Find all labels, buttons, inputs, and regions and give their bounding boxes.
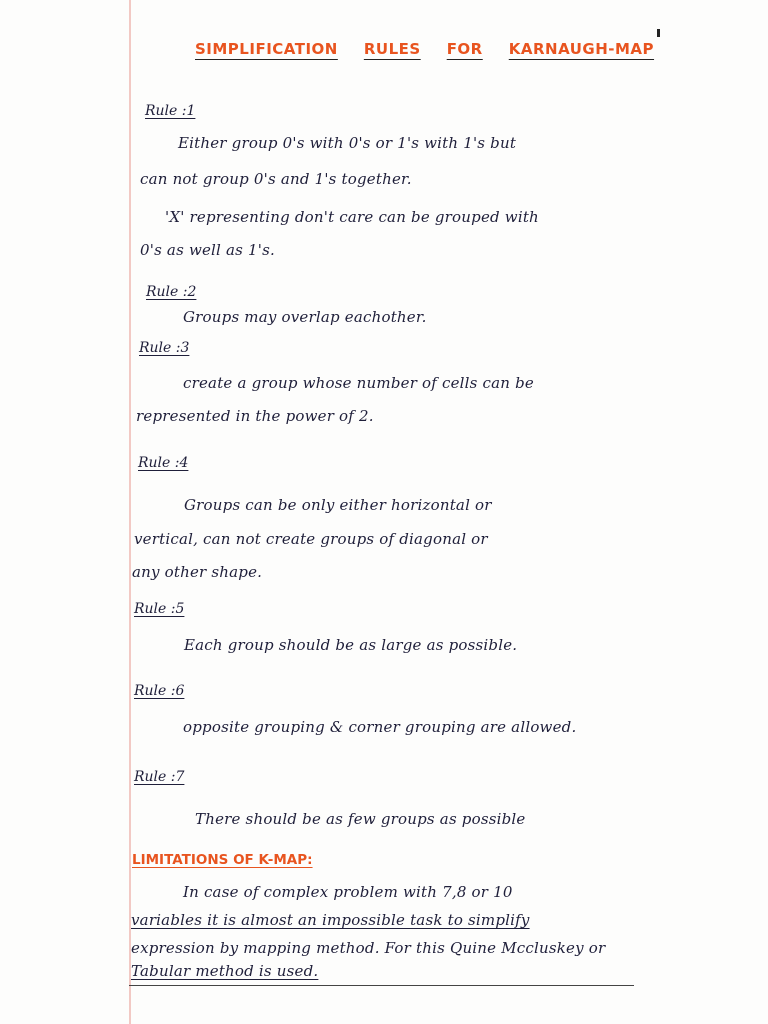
rule-1-line-4: 0's as well as 1's. — [140, 241, 275, 259]
rule-4-line-2: vertical, can not create groups of diagonal or — [134, 530, 488, 548]
title-word-for: FOR — [446, 40, 483, 58]
rule-2-line-1: Groups may overlap eachother. — [183, 308, 427, 326]
rule-2-heading: Rule :2 — [146, 284, 197, 300]
rule-3-heading: Rule :3 — [139, 340, 190, 356]
page-title — [195, 40, 654, 58]
rule-7-heading: Rule :7 — [134, 769, 185, 785]
rule-4-line-3: any other shape. — [132, 563, 263, 581]
limitations-line-4: Tabular method is used. — [131, 962, 319, 980]
rule-1-heading: Rule :1 — [145, 103, 196, 119]
rule-3-line-1: create a group whose number of cells can be — [183, 374, 534, 392]
limitations-line-3: expression by mapping method. For this Quine Mccluskey or — [131, 939, 606, 957]
margin-line — [129, 0, 131, 1024]
rule-4-line-1: Groups can be only either horizontal or — [184, 496, 492, 514]
rule-1-line-1: Either group 0's with 0's or 1's with 1's but — [178, 134, 517, 152]
rule-1-line-3: 'X' representing don't care can be grouped with — [165, 208, 539, 226]
limitations-line-1: In case of complex problem with 7,8 or 10 — [183, 883, 513, 901]
title-word-karnaugh-map: KARNAUGH-MAP — [508, 40, 655, 58]
corner-mark — [657, 29, 660, 37]
limitations-heading: LIMITATIONS OF K-MAP: — [132, 852, 313, 868]
limitations-line-2: variables it is almost an impossible task to simplify — [131, 911, 530, 929]
rule-6-heading: Rule :6 — [134, 683, 185, 699]
rule-5-line-1: Each group should be as large as possible. — [184, 636, 518, 654]
bottom-rule — [129, 985, 634, 986]
title-word-rules: RULES — [363, 40, 421, 58]
rule-3-line-2: represented in the power of 2. — [136, 407, 374, 425]
rule-5-heading: Rule :5 — [134, 601, 185, 617]
rule-1-line-2: can not group 0's and 1's together. — [140, 170, 412, 188]
rule-6-line-1: opposite grouping & corner grouping are allowed. — [183, 718, 577, 736]
rule-4-heading: Rule :4 — [138, 455, 189, 471]
rule-7-line-1: There should be as few groups as possible — [195, 810, 526, 828]
title-word-simplification: SIMPLIFICATION — [195, 40, 338, 58]
